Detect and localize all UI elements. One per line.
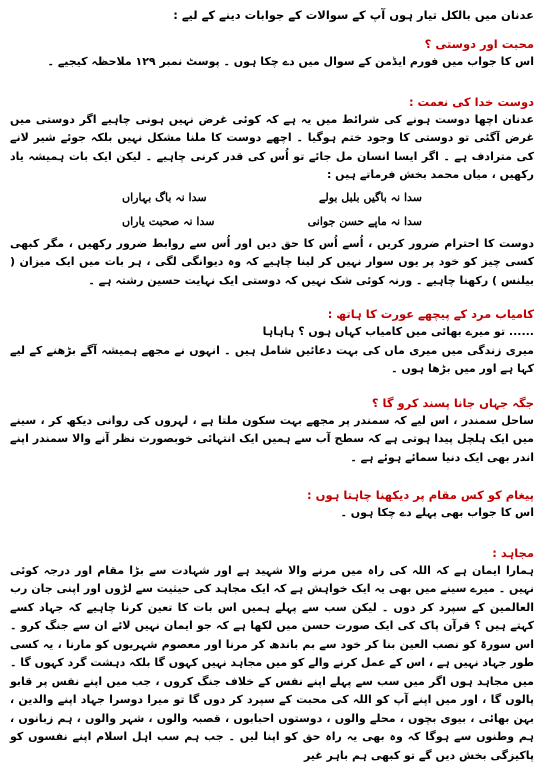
verse-line (122, 210, 422, 234)
verse-hemistich: سدا نہ صحبت یاراں (122, 214, 215, 228)
section-mujahid (10, 545, 534, 766)
section-heading: کامیاب مرد کے پیچھے عورت کا ہاتھ : (327, 307, 534, 321)
section-paragraph: دوست کا احترام ضرور کریں ، اُسے اُس کا حق دیں اور اُس سے روابط ضرور رکھیں ، مگر کبھی کسی چیز کو خود پر یوں سوار نہیں کر لینا چاہیے کہ وہ دیوانگی لگی ، ہر بات میں ایک میزان ( بیلنس ) رکھنا چاہیے ۔ ورنہ کوئی شک نہیں کہ دوستی ایک نہایت حسین رشتہ ہے ۔ (10, 236, 534, 287)
verse-hemistich: سدا نہ ماپے حسن جوانی (307, 214, 422, 228)
section-paragraph: اس کا جواب میں فورم ایڈمن کے سوال میں دے چکا ہوں ۔ پوسٹ نمبر ۱۲۹ ملاحظہ کیجیے ۔ (47, 55, 534, 68)
section-heading: مجاہد : (492, 545, 534, 560)
verse-hemistich: سدا نہ باگ بہاراں (122, 190, 207, 204)
section-successful-man (10, 306, 534, 379)
verse-hemistich: سدا نہ باگیں بلبل بولے (318, 190, 422, 204)
section-heading: پیغام کو کس مقام پر دیکھنا چاہتا ہوں : (307, 488, 534, 502)
section-paragraph: ...... تو میرے بھائی میں کامیاب کہاں ہوں ؟ ہاہاہا (262, 325, 534, 338)
section-paragraph: میری زندگی میں میری ماں کی بہت دعائیں شامل ہیں ۔ انہوں نے مجھے ہمیشہ آگے بڑھنے کے لیے کہا ہے اور میں بڑھا ہوں ۔ (10, 343, 534, 375)
section-friend-blessing (10, 94, 534, 291)
verse-line (122, 186, 422, 210)
intro-line: عدنان میں بالکل تیار ہوں آپ کے سوالات کے جوابات دینے کے لیے : (173, 8, 534, 22)
section-paragraph: اس کا جواب بھی پہلے دے چکا ہوں ۔ (340, 506, 534, 519)
section-paragraph: عدنان اچھا دوست ہونے کی شرائط میں یہ ہے کہ کوئی غرض نہیں ہونی چاہیے اگر دوستی میں غرض آگئی تو دوستی کا وجود ختم ہوگیا ۔ اچھے دوست کا ملنا مشکل نہیں بلکہ جوئے شیر لانے کی مترادف ہے ۔ اگر ایسا انسان مل جائے تو اُس کی قدر کرنی چاہیے ۔ لیکن ایک بات ہمیشہ یاد رکھیں ، میاں محمد بخش فرماتے ہیں : (10, 112, 534, 181)
section-message-place (10, 487, 534, 523)
section-favorite-place (10, 395, 534, 468)
section-heading: جگہ جہاں جانا پسند کرو گا ؟ (371, 395, 534, 410)
section-paragraph: ہمارا ایمان ہے کہ اللہ کی راہ میں مرنے والا شہید ہے اور شہادت سے بڑا مقام اور درجہ کوئی نہیں ۔ میرے سینے میں بھی یہ ایک خواہش ہے کہ ایک مجاہد کی حیثیت سے لڑوں اور اپنی جان رب العالمین کے سپرد کر دوں ۔ لیکن سب سے پہلے ہمیں اس بات کا تعین کرنا چاہیے کہ جہاد کسے کہتے ہیں ؟ قرآن پاک کی ایک صورت حسن میں لکھا ہے کہ جو ایمان نہیں لائے ان سے جنگ کرو ۔ اس سورۃ کو نصب العین بنا کر خود سے بم باندھ کر مرنا اور معصوم شہریوں کو مارنا ، یہ کسی طور جہاد نہیں ہے ، اس کے عمل کرنے والے کو میں مجاہد نہیں کہوں گا بلکہ دہشت گرد کہوں گا ۔ میں مجاہد ہوں اگر میں سب سے پہلے اپنے نفس کے خلاف جنگ کروں ، جب میں اپنے نفس پر قابو پالوں گا ، اور میں اپنے آپ کو اللہ کی محبت کے سپرد کر دوں گا تو میرا دوسرا جہاد اپنے والدین ، بہن بھائی ، بیوی بچوں ، محلے والوں ، دوستوں احبابوں ، قصبہ والوں ، شہر والوں ، ہم زبانوں ، ہم وطنوں سے ہوگا کہ وہ بھی یہ راہ حق کو اپنا لیں ۔ جب ہم سب اہل اسلام اپنے نفسوں کو پاکیزگی بخش دیں گے تو کبھی ہم باہر غیر (10, 563, 534, 762)
section-paragraph: ساحل سمندر ، اس لیے کہ سمندر پر مجھے بہت سکون ملتا ہے ، لہروں کی روانی دیکھ کر ، سینے میں ایک ہلچل پیدا ہوتی ہے کہ سطح آب سے ہمیں ایک انتہائی خوبصورت نظر آنے والا سمندر اپنے اندر بھی ایک دنیا سمائے ہوئے ہے ۔ (10, 413, 534, 464)
section-love-friendship (10, 36, 534, 72)
section-heading: دوست خدا کی نعمت : (408, 94, 534, 109)
poetry-verses (122, 186, 422, 234)
section-heading: محبت اور دوستی ؟ (424, 37, 534, 51)
